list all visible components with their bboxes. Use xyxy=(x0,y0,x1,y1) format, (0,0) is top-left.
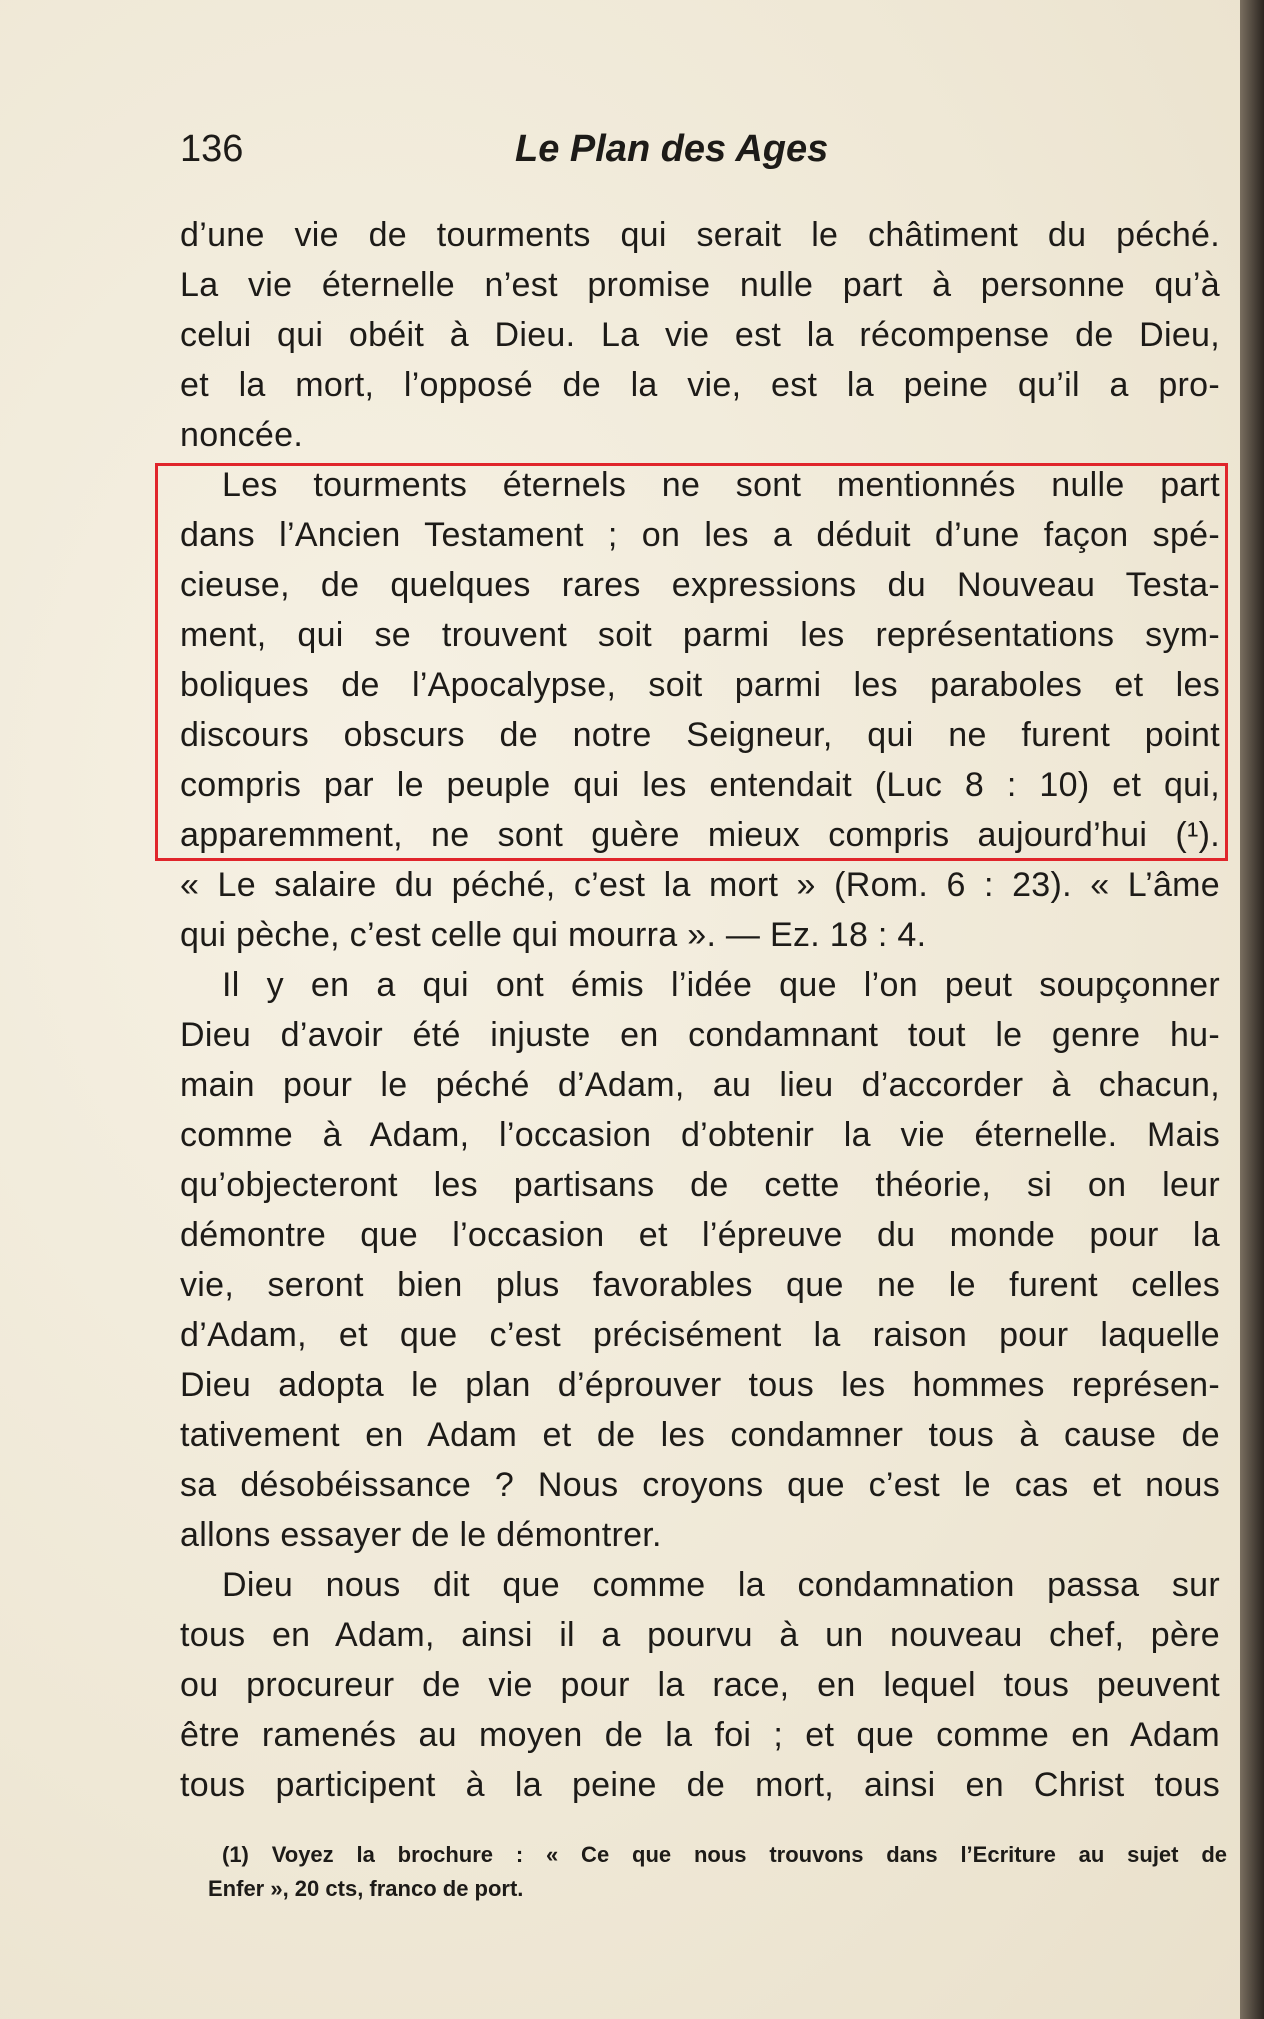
text-line: ment, qui se trouvent soit parmi les représentations sym- xyxy=(180,616,1220,654)
text-line: Les tourments éternels ne sont mentionnés nulle part xyxy=(222,466,1220,504)
text-line: Il y en a qui ont émis l’idée que l’on peut soupçonner xyxy=(222,966,1220,1004)
text-line: « Le salaire du péché, c’est la mort » (Rom. 6 : 23). « L’âme xyxy=(180,866,1220,904)
text-line: sa désobéissance ? Nous croyons que c’est le cas et nous xyxy=(180,1466,1220,1504)
text-line: cieuse, de quelques rares expressions du Nouveau Testa- xyxy=(180,566,1220,604)
text-line: boliques de l’Apocalypse, soit parmi les paraboles et les xyxy=(180,666,1220,704)
footnote xyxy=(208,1838,1227,1906)
text-line: Dieu d’avoir été injuste en condamnant tout le genre hu- xyxy=(180,1016,1220,1054)
book-title: Le Plan des Ages xyxy=(515,128,829,170)
page-edge xyxy=(1240,0,1264,2019)
text-line: dans l’Ancien Testament ; on les a déduit d’une façon spé- xyxy=(180,516,1220,554)
footnote-line: Enfer », 20 cts, franco de port. xyxy=(208,1876,524,1901)
text-line: d’Adam, et que c’est précisément la raison pour laquelle xyxy=(180,1316,1220,1354)
text-line: main pour le péché d’Adam, au lieu d’accorder à chacun, xyxy=(180,1066,1220,1104)
text-line: qu’objecteront les partisans de cette théorie, si on leur xyxy=(180,1166,1220,1204)
text-line: tous participent à la peine de mort, ainsi en Christ tous xyxy=(180,1766,1220,1804)
text-line: La vie éternelle n’est promise nulle part à personne qu’à xyxy=(180,266,1220,304)
text-line: tativement en Adam et de les condamner tous à cause de xyxy=(180,1416,1220,1454)
text-line: comme à Adam, l’occasion d’obtenir la vie éternelle. Mais xyxy=(180,1116,1220,1154)
text-line: qui pèche, c’est celle qui mourra ». — Ez. 18 : 4. xyxy=(180,916,927,954)
highlight-box xyxy=(155,463,1228,861)
footnote-line: (1) Voyez la brochure : « Ce que nous trouvons dans l’Ecriture au sujet de xyxy=(222,1842,1227,1867)
text-line: Dieu adopta le plan d’éprouver tous les hommes représen- xyxy=(180,1366,1220,1404)
text-line: compris par le peuple qui les entendait (Luc 8 : 10) et qui, xyxy=(180,766,1220,804)
text-line: être ramenés au moyen de la foi ; et que comme en Adam xyxy=(180,1716,1220,1754)
text-line: celui qui obéit à Dieu. La vie est la récompense de Dieu, xyxy=(180,316,1220,354)
text-line: et la mort, l’opposé de la vie, est la peine qu’il a pro- xyxy=(180,366,1220,404)
running-head xyxy=(180,128,1220,184)
text-line: Dieu nous dit que comme la condamnation passa sur xyxy=(222,1566,1220,1604)
text-line: allons essayer de le démontrer. xyxy=(180,1516,662,1554)
text-line: apparemment, ne sont guère mieux compris aujourd’hui (¹). xyxy=(180,816,1220,854)
text-line: tous en Adam, ainsi il a pourvu à un nouveau chef, père xyxy=(180,1616,1220,1654)
text-line: noncée. xyxy=(180,416,304,454)
text-line: ou procureur de vie pour la race, en lequel tous peuvent xyxy=(180,1666,1220,1704)
body-text xyxy=(180,210,1220,1810)
text-line: discours obscurs de notre Seigneur, qui ne furent point xyxy=(180,716,1220,754)
text-line: démontre que l’occasion et l’épreuve du monde pour la xyxy=(180,1216,1220,1254)
page-number: 136 xyxy=(180,128,244,170)
text-line: d’une vie de tourments qui serait le châtiment du péché. xyxy=(180,216,1220,254)
text-line: vie, seront bien plus favorables que ne le furent celles xyxy=(180,1266,1220,1304)
